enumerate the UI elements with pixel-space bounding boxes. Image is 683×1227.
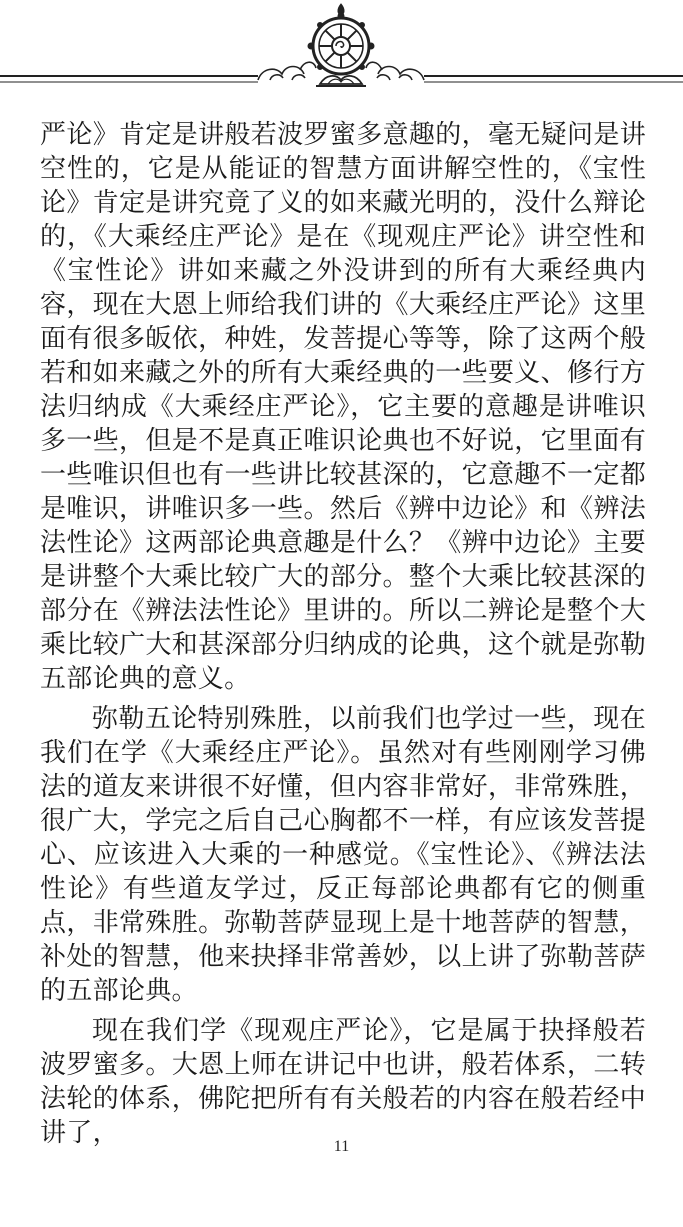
cloud-scroll-right-icon	[366, 62, 424, 80]
header-rule-right	[424, 76, 683, 82]
header-rule-left	[0, 76, 258, 82]
paragraph-3: 现在我们学《现观庄严论》，它是属于抉择般若波罗蜜多。大恩上师在讲记中也讲，般若体系，二转法轮的体系，佛陀把所有有关般若的内容在般若经中讲了，	[40, 1016, 646, 1148]
cloud-scroll-left-icon	[258, 62, 316, 80]
dharma-wheel-icon	[308, 4, 374, 86]
paragraph-1: 严论》肯定是讲般若波罗蜜多意趣的，毫无疑问是讲空性的，它是从能证的智慧方面讲解空性的，《宝性论》肯定是讲究竟了义的如来藏光明的，没什么辩论的，《大乘经庄严论》是在《现观庄严论》讲空性和《宝性论》讲如来藏之外没讲到的所有大乘经典内容，现在大恩上师给我们讲的《大乘经庄严论》这里面有很多皈依，种姓，发菩提心等等，除了这两个般若和如来藏之外的所有大乘经典的一些要义、修行方法归纳成《大乘经庄严论》，它主要的意趣是讲唯识多一些，但是不是真正唯识论典也不好说，它里面有一些唯识但也有一些讲比较甚深的，它意趣不一定都是唯识，讲唯识多一些。然后《辨中边论》和《辨法法性论》这两部论典意趣是什么？《辨中边论》主要是讲整个大乘比较广大的部分。整个大乘比较甚深的部分在《辨法法性论》里讲的。所以二辨论是整个大乘比较广大和甚深部分归纳成的论典，这个就是弥勒五部论典的意义。	[40, 120, 646, 694]
page-header	[0, 0, 683, 100]
header-ornament	[0, 0, 683, 100]
paragraph-2: 弥勒五论特别殊胜，以前我们也学过一些，现在我们在学《大乘经庄严论》。虽然对有些刚刚学习佛法的道友来讲很不好懂，但内容非常好，非常殊胜，很广大，学完之后自己心胸都不一样，有应该发菩提心、应该进入大乘的一种感觉。《宝性论》、《辨法法性论》有些道友学过，反正每部论典都有它的侧重点，非常殊胜。弥勒菩萨显现上是十地菩萨的智慧，补处的智慧，他来抉择非常善妙，以上讲了弥勒菩萨的五部论典。	[40, 704, 646, 1006]
page-body	[40, 118, 646, 1156]
page-number: 11	[333, 1138, 350, 1155]
